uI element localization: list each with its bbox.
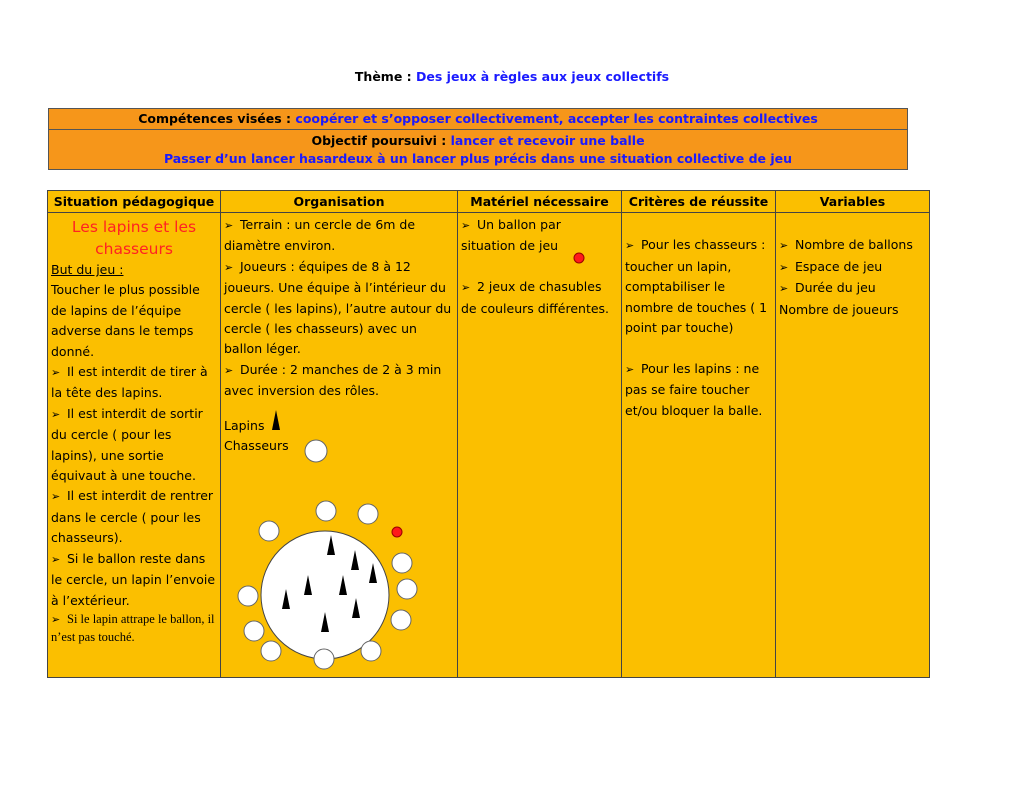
objectif-detail: Passer d’un lancer hasardeux à un lancer plus précis dans une situation collective de jeu bbox=[163, 151, 793, 166]
objectif-label: Objectif poursuivi : bbox=[311, 133, 447, 148]
header-variables: Variables bbox=[776, 191, 930, 213]
arrow-bullet-icon: ➢ bbox=[779, 239, 789, 253]
game-title: Les lapins et les chasseurs bbox=[71, 218, 197, 258]
cell-criteres bbox=[622, 213, 776, 678]
arrow-bullet-icon: ➢ bbox=[224, 260, 234, 274]
table-row bbox=[48, 213, 930, 678]
activity-table bbox=[47, 190, 930, 678]
org-text: Durée : 2 manches de 2 à 3 min avec inversion des rôles. bbox=[224, 361, 442, 399]
arrow-bullet-icon: ➢ bbox=[461, 281, 471, 295]
chasseur-circle-icon bbox=[314, 649, 334, 669]
arrow-bullet-icon: ➢ bbox=[461, 219, 471, 232]
variable-extra: Nombre de joueurs bbox=[779, 301, 899, 317]
theme-label: Thème : bbox=[354, 69, 412, 84]
arrow-bullet-icon: ➢ bbox=[51, 366, 61, 380]
competences-value: coopérer et s’opposer collectivement, accepter les contraintes collectives bbox=[295, 111, 818, 126]
cell-situation bbox=[48, 213, 221, 678]
rule-text: Si le lapin attrape le ballon, il n’est pas touché. bbox=[51, 611, 215, 644]
arrow-bullet-icon: ➢ bbox=[779, 282, 789, 296]
legend-chasseurs: Chasseurs bbox=[224, 438, 289, 454]
red-ball-icon bbox=[572, 251, 586, 265]
chasseur-circle-icon bbox=[244, 621, 264, 641]
variable-item bbox=[779, 257, 926, 278]
chasseur-circle-icon bbox=[316, 501, 336, 521]
chasseur-circle-icon bbox=[358, 504, 378, 524]
header-materiel: Matériel nécessaire bbox=[458, 191, 622, 213]
materiel-text: Un ballon par situation de jeu bbox=[461, 217, 561, 254]
arrow-bullet-icon: ➢ bbox=[224, 219, 234, 232]
rule-item bbox=[51, 362, 217, 404]
rule-text: Il est interdit de sortir du cercle ( pour les lapins), une sortie équivaut à une touche. bbox=[51, 405, 203, 484]
materiel-item bbox=[461, 277, 618, 319]
arrow-bullet-icon: ➢ bbox=[625, 239, 635, 253]
chasseur-circle-icon bbox=[397, 579, 417, 599]
arrow-bullet-icon: ➢ bbox=[51, 613, 61, 626]
objectif-line bbox=[49, 129, 907, 150]
chasseur-circle-icon bbox=[392, 553, 412, 573]
but-label: But du jeu : bbox=[51, 262, 124, 277]
variable-text: Espace de jeu bbox=[795, 258, 883, 274]
but-text: Toucher le plus possible de lapins de l’équipe adverse dans le temps donné. bbox=[51, 282, 200, 359]
arrow-bullet-icon: ➢ bbox=[51, 552, 61, 566]
arrow-bullet-icon: ➢ bbox=[224, 363, 234, 377]
rule-item bbox=[51, 611, 217, 646]
arrow-bullet-icon: ➢ bbox=[51, 407, 61, 421]
terrain-circle bbox=[261, 531, 389, 659]
chasseur-legend-circle-icon bbox=[305, 440, 327, 462]
critere-text: Pour les chasseurs : toucher un lapin, comptabiliser le nombre de touches ( 1 point par touche) bbox=[625, 237, 768, 336]
materiel-item bbox=[461, 215, 618, 257]
game-diagram bbox=[221, 213, 458, 683]
org-text: Terrain : un cercle de 6m de diamètre environ. bbox=[224, 217, 416, 254]
competences-label: Compétences visées : bbox=[138, 111, 292, 126]
rule-item bbox=[51, 549, 217, 611]
critere-item bbox=[625, 235, 772, 338]
cell-organisation bbox=[221, 213, 458, 678]
rule-text: Il est interdit de rentrer dans le cercle ( pour les chasseurs). bbox=[51, 488, 214, 546]
header-criteres: Critères de réussite bbox=[622, 191, 776, 213]
table-header-row bbox=[48, 191, 930, 213]
cell-variables bbox=[776, 213, 930, 678]
critere-text: Pour les lapins : ne pas se faire toucher et/ou bloquer la balle. bbox=[625, 360, 763, 418]
theme-value: Des jeux à règles aux jeux collectifs bbox=[416, 69, 670, 84]
arrow-bullet-icon: ➢ bbox=[51, 490, 61, 504]
chasseur-circle-icon bbox=[361, 641, 381, 661]
legend-lapins: Lapins bbox=[224, 417, 265, 433]
chasseur-circle-icon bbox=[391, 610, 411, 630]
variable-item bbox=[779, 278, 926, 299]
competences-line bbox=[49, 109, 907, 129]
variable-item bbox=[779, 235, 926, 256]
variable-text: Nombre de ballons bbox=[795, 237, 913, 253]
arrow-bullet-icon: ➢ bbox=[625, 362, 635, 376]
competences-box bbox=[48, 108, 908, 170]
rule-item bbox=[51, 404, 217, 487]
objectif-value: lancer et recevoir une balle bbox=[450, 133, 645, 148]
materiel-text: 2 jeux de chasubles de couleurs différentes. bbox=[461, 279, 610, 316]
chasseur-circle-icon bbox=[259, 521, 279, 541]
lapin-legend-triangle-icon bbox=[272, 410, 280, 430]
chasseur-circle-icon bbox=[261, 641, 281, 661]
rule-text: Si le ballon reste dans le cercle, un lapin l’envoie à l’extérieur. bbox=[51, 550, 216, 608]
header-situation: Situation pédagogique bbox=[48, 191, 221, 213]
cell-materiel bbox=[458, 213, 622, 678]
rule-text: Il est interdit de tirer à la tête des lapins. bbox=[51, 364, 208, 401]
rule-item bbox=[51, 486, 217, 548]
variable-text: Durée du jeu bbox=[795, 280, 876, 296]
org-text: Joueurs : équipes de 8 à 12 joueurs. Une équipe à l’intérieur du cercle ( les lapins), l’autre autour du cercle ( les chasseurs) avec un ballon léger. bbox=[224, 258, 452, 357]
arrow-bullet-icon: ➢ bbox=[779, 260, 789, 274]
header-organisation: Organisation bbox=[221, 191, 458, 213]
document-title bbox=[0, 69, 1024, 84]
chasseur-circle-icon bbox=[238, 586, 258, 606]
critere-item bbox=[625, 359, 772, 421]
red-ball-icon bbox=[392, 527, 402, 537]
